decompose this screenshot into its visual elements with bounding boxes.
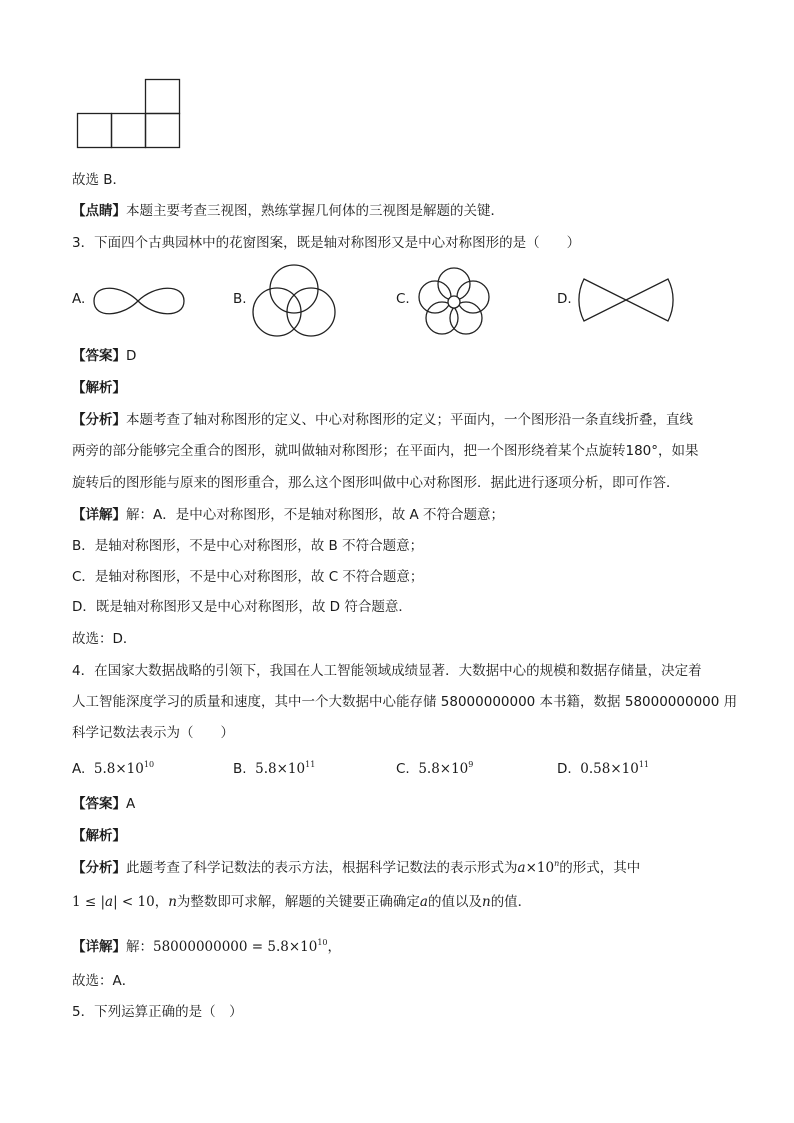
trefoil-figure xyxy=(252,262,336,342)
q3-analysis-3: 旋转后的图形能与原来的图形重合，那么这个图形叫做中心对称图形．据此进行逐项分析，即可作答． xyxy=(72,475,680,491)
flower-figure xyxy=(414,266,494,336)
q4-analysis-heading: 【解析】 xyxy=(72,828,126,844)
three-view-figure xyxy=(77,78,181,148)
q3-analysis-1: 【分析】本题考查了轴对称图形的定义、中心对称图形的定义；平面内，一个图形沿一条直线折叠，直线 xyxy=(72,412,693,428)
answer-choice-b: 故选 B． xyxy=(72,172,127,188)
q4-choice: 故选：A． xyxy=(72,973,136,989)
q4-stem-1: 4．在国家大数据战略的引领下，我国在人工智能领域成绩显著．大数据中心的规模和数据存储量，决定着 xyxy=(72,663,702,679)
q5-stem: 5．下列运算正确的是（ ） xyxy=(72,1004,243,1020)
q4-stem-2: 人工智能深度学习的质量和速度，其中一个大数据中心能存储 58000000000 本书籍，数据 58000000000 用 xyxy=(72,694,738,710)
q4-detail: 【详解】解：$58000000000 = 5.8\times 10^{10}$， xyxy=(72,938,342,955)
q3-stem: 3．下面四个古典园林中的花窗图案，既是轴对称图形又是中心对称图形的是（ ） xyxy=(72,235,581,251)
q4-analysis-2: 1 ≤ |a| < 10，n为整数即可求解，解题的关键要正确确定a的值以及n的值． xyxy=(72,894,532,910)
q3-option-d-label: D. xyxy=(557,291,572,307)
q3-analysis-heading: 【解析】 xyxy=(72,380,126,396)
q4-option-d: D. $0.58\times 10^{11}$ xyxy=(557,760,650,777)
q3-answer: 【答案】D xyxy=(72,348,137,364)
q3-detail-3: C．是轴对称图形，不是中心对称图形，故 C 不符合题意； xyxy=(72,569,424,585)
q3-detail-1: 【详解】解：A．是中心对称图形，不是轴对称图形，故 A 不符合题意； xyxy=(72,507,505,523)
key-point: 【点睛】本题主要考查三视图，熟练掌握几何体的三视图是解题的关键． xyxy=(72,203,504,219)
q3-detail-2: B．是轴对称图形，不是中心对称图形，故 B 不符合题意； xyxy=(72,538,424,554)
q3-detail-4: D．既是轴对称图形又是中心对称图形，故 D 符合题意． xyxy=(72,599,412,615)
q4-stem-3: 科学记数法表示为（ ） xyxy=(72,725,234,741)
lemniscate-figure xyxy=(92,281,188,321)
q3-option-a-label: A. xyxy=(72,291,86,307)
bowtie-figure xyxy=(578,275,674,325)
q4-option-c: C. $5.8\times 10^9$ xyxy=(396,760,474,777)
q3-option-c-label: C. xyxy=(396,291,410,307)
q3-choice: 故选：D． xyxy=(72,631,137,647)
q3-option-b-label: B. xyxy=(233,291,247,307)
q4-answer: 【答案】A xyxy=(72,796,136,812)
q4-option-a: A. $5.8\times 10^{10}$ xyxy=(72,760,155,777)
q4-option-b: B. $5.8\times 10^{11}$ xyxy=(233,760,316,777)
q3-analysis-2: 两旁的部分能够完全重合的图形，就叫做轴对称图形；在平面内，把一个图形绕着某个点旋转180°，如果 xyxy=(72,443,699,459)
q4-analysis-1: 【分析】此题考查了科学记数法的表示方法，根据科学记数法的表示形式为$a\times 10^n$的形式，其中 xyxy=(72,859,641,876)
